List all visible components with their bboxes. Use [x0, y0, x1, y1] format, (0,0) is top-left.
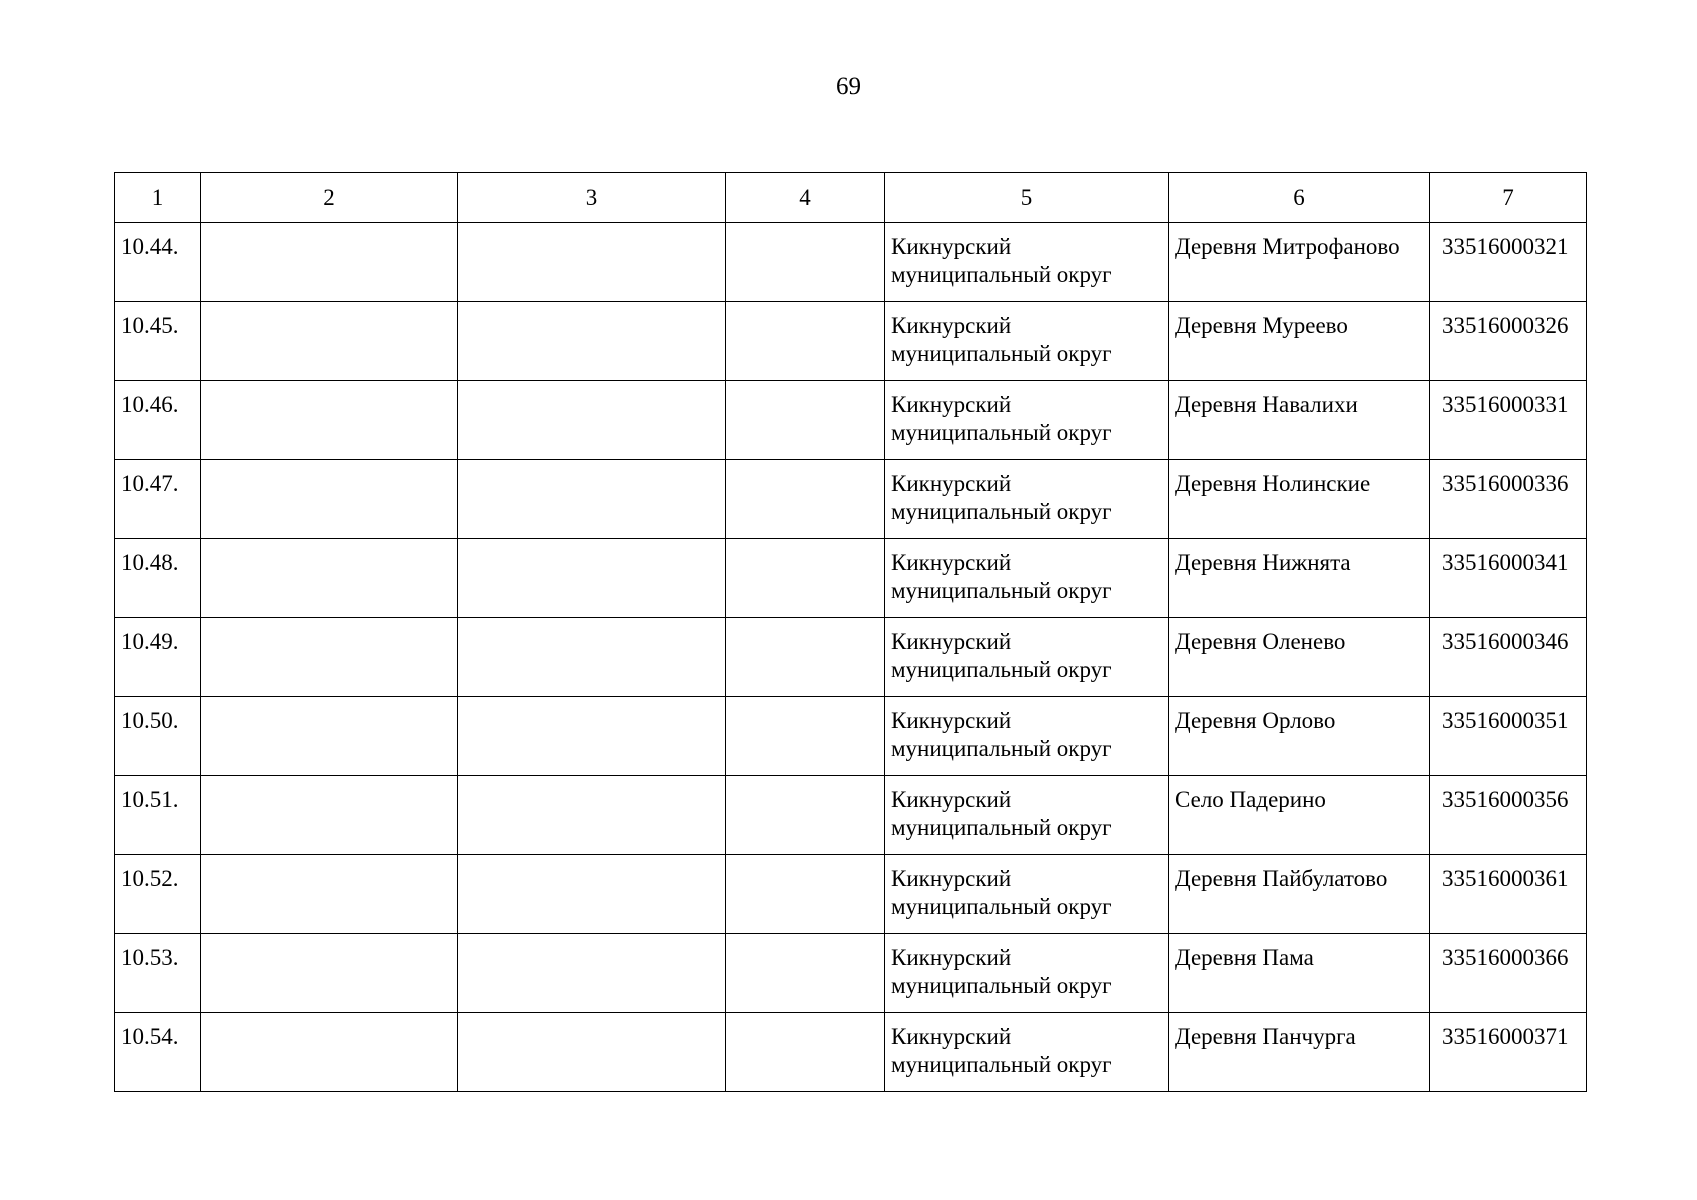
column-4-value — [726, 539, 884, 549]
district-name — [885, 697, 1168, 763]
row-number: 10.51. — [121, 787, 179, 812]
oktmo-code: 33516000341 — [1442, 550, 1569, 575]
oktmo-code: 33516000346 — [1442, 629, 1569, 654]
column-2-value — [201, 1013, 457, 1023]
column-2-value — [201, 776, 457, 786]
district-cell — [885, 1013, 1169, 1092]
settlement-name: Село Падерино — [1175, 787, 1326, 812]
settlement-name: Деревня Муреево — [1175, 313, 1348, 338]
district-name — [885, 934, 1168, 1000]
column-2-cell — [201, 223, 458, 302]
column-4-cell — [726, 223, 885, 302]
column-2-cell — [201, 697, 458, 776]
row-number-cell — [115, 381, 201, 460]
table-row — [115, 223, 1587, 302]
row-number-cell — [115, 776, 201, 855]
column-4-value — [726, 460, 884, 470]
code-cell — [1430, 776, 1587, 855]
table-row — [115, 1013, 1587, 1092]
district-cell — [885, 697, 1169, 776]
district-cell — [885, 460, 1169, 539]
column-4-cell — [726, 460, 885, 539]
table-row — [115, 302, 1587, 381]
row-number-cell — [115, 1013, 201, 1092]
district-cell — [885, 381, 1169, 460]
column-4-cell — [726, 539, 885, 618]
settlement-name: Деревня Митрофаново — [1175, 234, 1400, 259]
column-3-cell — [458, 934, 726, 1013]
row-number-cell — [115, 934, 201, 1013]
column-4-value — [726, 1013, 884, 1023]
district-line-1: Кикнурский — [891, 1024, 1012, 1049]
column-2-cell — [201, 539, 458, 618]
column-4-value — [726, 223, 884, 233]
column-4-cell — [726, 697, 885, 776]
oktmo-code: 33516000361 — [1442, 866, 1569, 891]
oktmo-code: 33516000366 — [1442, 945, 1569, 970]
district-line-2: муниципальный округ — [891, 499, 1112, 524]
column-3-cell — [458, 223, 726, 302]
column-header-4: 4 — [726, 173, 885, 223]
code-cell — [1430, 618, 1587, 697]
column-4-value — [726, 776, 884, 786]
row-number-cell — [115, 697, 201, 776]
column-2-cell — [201, 776, 458, 855]
column-3-cell — [458, 302, 726, 381]
column-2-cell — [201, 381, 458, 460]
column-2-value — [201, 460, 457, 470]
district-line-2: муниципальный округ — [891, 736, 1112, 761]
district-line-1: Кикнурский — [891, 471, 1012, 496]
row-number: 10.44. — [121, 234, 179, 259]
table-row — [115, 460, 1587, 539]
settlement-cell — [1169, 223, 1430, 302]
district-line-2: муниципальный округ — [891, 1052, 1112, 1077]
table-row — [115, 855, 1587, 934]
page-number: 69 — [836, 73, 861, 100]
settlement-cell — [1169, 934, 1430, 1013]
column-2-value — [201, 934, 457, 944]
district-cell — [885, 302, 1169, 381]
column-header-5: 5 — [885, 173, 1169, 223]
district-line-2: муниципальный округ — [891, 420, 1112, 445]
row-number: 10.53. — [121, 945, 179, 970]
code-cell — [1430, 855, 1587, 934]
district-name — [885, 618, 1168, 684]
settlement-cell — [1169, 539, 1430, 618]
row-number: 10.48. — [121, 550, 179, 575]
table-header — [115, 173, 1587, 223]
oktmo-code: 33516000351 — [1442, 708, 1569, 733]
column-2-cell — [201, 934, 458, 1013]
district-name — [885, 855, 1168, 921]
column-header-7: 7 — [1430, 173, 1587, 223]
column-2-cell — [201, 618, 458, 697]
district-line-2: муниципальный округ — [891, 894, 1112, 919]
district-cell — [885, 855, 1169, 934]
district-line-2: муниципальный округ — [891, 262, 1112, 287]
column-2-value — [201, 302, 457, 312]
settlement-cell — [1169, 855, 1430, 934]
district-name — [885, 460, 1168, 526]
column-4-cell — [726, 1013, 885, 1092]
row-number-cell — [115, 539, 201, 618]
oktmo-code: 33516000336 — [1442, 471, 1569, 496]
district-line-2: муниципальный округ — [891, 578, 1112, 603]
district-cell — [885, 223, 1169, 302]
district-line-2: муниципальный округ — [891, 815, 1112, 840]
district-line-1: Кикнурский — [891, 866, 1012, 891]
district-cell — [885, 776, 1169, 855]
row-number: 10.47. — [121, 471, 179, 496]
table-row — [115, 618, 1587, 697]
column-4-value — [726, 697, 884, 707]
column-3-value — [458, 618, 725, 628]
code-cell — [1430, 460, 1587, 539]
column-2-cell — [201, 460, 458, 539]
row-number-cell — [115, 855, 201, 934]
district-name — [885, 302, 1168, 368]
settlement-cell — [1169, 618, 1430, 697]
column-4-cell — [726, 302, 885, 381]
code-cell — [1430, 934, 1587, 1013]
district-line-2: муниципальный округ — [891, 657, 1112, 682]
row-number-cell — [115, 460, 201, 539]
row-number: 10.50. — [121, 708, 179, 733]
row-number: 10.45. — [121, 313, 179, 338]
column-header-3: 3 — [458, 173, 726, 223]
table-body — [115, 223, 1587, 1092]
column-4-cell — [726, 855, 885, 934]
column-3-cell — [458, 381, 726, 460]
settlement-cell — [1169, 381, 1430, 460]
district-cell — [885, 539, 1169, 618]
column-4-cell — [726, 934, 885, 1013]
district-name — [885, 381, 1168, 447]
settlement-name: Деревня Оленево — [1175, 629, 1346, 654]
column-3-value — [458, 460, 725, 470]
district-line-1: Кикнурский — [891, 787, 1012, 812]
column-4-value — [726, 381, 884, 391]
column-4-cell — [726, 618, 885, 697]
district-line-1: Кикнурский — [891, 234, 1012, 259]
row-number: 10.52. — [121, 866, 179, 891]
column-3-value — [458, 539, 725, 549]
settlement-name: Деревня Панчурга — [1175, 1024, 1356, 1049]
district-cell — [885, 618, 1169, 697]
column-4-value — [726, 618, 884, 628]
oktmo-code: 33516000326 — [1442, 313, 1569, 338]
column-3-cell — [458, 460, 726, 539]
column-3-cell — [458, 539, 726, 618]
column-4-value — [726, 934, 884, 944]
settlement-cell — [1169, 460, 1430, 539]
column-3-value — [458, 1013, 725, 1023]
district-name — [885, 776, 1168, 842]
header-row — [115, 173, 1587, 223]
column-3-cell — [458, 618, 726, 697]
district-line-2: муниципальный округ — [891, 341, 1112, 366]
district-cell — [885, 934, 1169, 1013]
district-line-1: Кикнурский — [891, 550, 1012, 575]
oktmo-code: 33516000321 — [1442, 234, 1569, 259]
column-3-value — [458, 697, 725, 707]
settlements-table — [114, 172, 1587, 1092]
settlement-cell — [1169, 697, 1430, 776]
column-2-cell — [201, 302, 458, 381]
district-line-1: Кикнурский — [891, 313, 1012, 338]
settlement-name: Деревня Орлово — [1175, 708, 1336, 733]
district-line-1: Кикнурский — [891, 945, 1012, 970]
row-number: 10.54. — [121, 1024, 179, 1049]
row-number: 10.49. — [121, 629, 179, 654]
column-2-value — [201, 618, 457, 628]
row-number-cell — [115, 618, 201, 697]
code-cell — [1430, 1013, 1587, 1092]
column-2-value — [201, 381, 457, 391]
settlement-name: Деревня Нижнята — [1175, 550, 1351, 575]
district-name — [885, 223, 1168, 289]
column-3-value — [458, 302, 725, 312]
column-4-cell — [726, 776, 885, 855]
column-4-cell — [726, 381, 885, 460]
code-cell — [1430, 302, 1587, 381]
row-number-cell — [115, 302, 201, 381]
settlement-name: Деревня Навалихи — [1175, 392, 1358, 417]
settlement-name: Деревня Пама — [1175, 945, 1314, 970]
column-2-value — [201, 223, 457, 233]
settlement-name: Деревня Нолинские — [1175, 471, 1371, 496]
settlement-cell — [1169, 776, 1430, 855]
column-3-cell — [458, 1013, 726, 1092]
column-header-1: 1 — [115, 173, 201, 223]
settlement-name: Деревня Пайбулатово — [1175, 866, 1388, 891]
table-row — [115, 381, 1587, 460]
code-cell — [1430, 539, 1587, 618]
district-name — [885, 1013, 1168, 1079]
column-4-value — [726, 302, 884, 312]
row-number: 10.46. — [121, 392, 179, 417]
code-cell — [1430, 381, 1587, 460]
district-line-1: Кикнурский — [891, 629, 1012, 654]
table-row — [115, 934, 1587, 1013]
settlement-cell — [1169, 1013, 1430, 1092]
district-line-1: Кикнурский — [891, 392, 1012, 417]
row-number-cell — [115, 223, 201, 302]
column-2-value — [201, 539, 457, 549]
code-cell — [1430, 697, 1587, 776]
column-3-value — [458, 934, 725, 944]
column-3-value — [458, 855, 725, 865]
column-3-cell — [458, 697, 726, 776]
column-2-cell — [201, 1013, 458, 1092]
code-cell — [1430, 223, 1587, 302]
column-2-value — [201, 697, 457, 707]
column-3-cell — [458, 776, 726, 855]
column-4-value — [726, 855, 884, 865]
column-header-2: 2 — [201, 173, 458, 223]
table-row — [115, 697, 1587, 776]
table-row — [115, 776, 1587, 855]
column-3-value — [458, 223, 725, 233]
column-3-value — [458, 381, 725, 391]
column-2-value — [201, 855, 457, 865]
district-name — [885, 539, 1168, 605]
district-line-1: Кикнурский — [891, 708, 1012, 733]
table-row — [115, 539, 1587, 618]
district-line-2: муниципальный округ — [891, 973, 1112, 998]
oktmo-code: 33516000356 — [1442, 787, 1569, 812]
column-3-cell — [458, 855, 726, 934]
column-3-value — [458, 776, 725, 786]
settlement-cell — [1169, 302, 1430, 381]
oktmo-code: 33516000331 — [1442, 392, 1569, 417]
oktmo-code: 33516000371 — [1442, 1024, 1569, 1049]
column-2-cell — [201, 855, 458, 934]
column-header-6: 6 — [1169, 173, 1430, 223]
